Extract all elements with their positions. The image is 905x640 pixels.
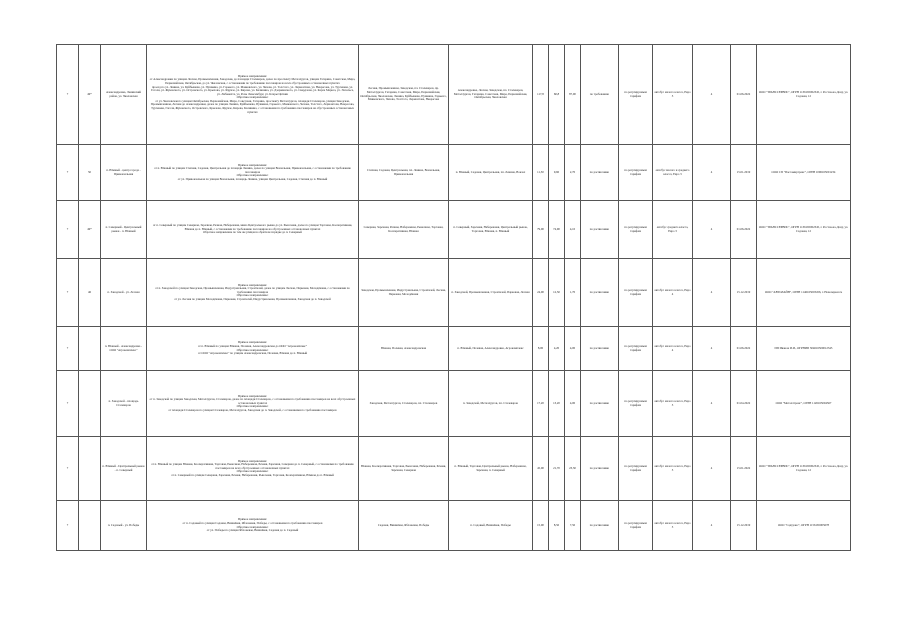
- route-direction-text: от п. Северный по улицам Северная, Заречная, Речная, Набережная, мимо Центрального рынка до ул. Рыночная, далее по улицам Торговая, Кооперативная, Южная до п. Южный, с остановками по требованию пассажиров на обустроенных остановочных пунктах: [152, 223, 353, 231]
- num-text: 7: [66, 91, 69, 96]
- length3-cell: [565, 45, 581, 145]
- route-name-cell: [101, 259, 147, 327]
- order-cell: [581, 371, 619, 437]
- tariff-text: по регулируемым тарифам: [624, 224, 647, 233]
- route-code-cell: [79, 201, 101, 259]
- streets-text: Южная, Полевая, Александровская: [380, 345, 427, 350]
- streets-cell: [359, 201, 449, 259]
- streets-text: Садовая, Вишнёвая, Яблоневая, Победы: [377, 522, 430, 527]
- vehicle-cell: [653, 501, 693, 551]
- route-direction-heading: Обратное направление:: [236, 173, 269, 178]
- length2-cell: [549, 45, 565, 145]
- num-text: 7: [66, 400, 69, 405]
- route-direction-heading: Прямое направление:: [237, 458, 268, 463]
- carrier-cell: [757, 327, 851, 371]
- date-text: 15.12.2019: [736, 289, 751, 294]
- vehicle-cell: [653, 145, 693, 201]
- route-direction-heading: Прямое направление:: [237, 282, 268, 287]
- table-row: [57, 45, 851, 145]
- vehicle-text: автобус малого класса, Евро 4: [654, 287, 691, 296]
- tariff-cell: [619, 437, 653, 501]
- order-text: по расписанию: [589, 345, 610, 350]
- length3-cell: [565, 371, 581, 437]
- streets-text: Степная, Садовая, Центральная, пл. Ленина, Вокзальная, Привокзальная: [367, 167, 440, 176]
- route-description-cell: [147, 371, 359, 437]
- code-text: 50: [88, 169, 91, 174]
- route-code-cell: [79, 437, 101, 501]
- length-text: 15,00: [537, 522, 544, 527]
- vehicle-cell: [653, 259, 693, 327]
- route-code-cell: [79, 145, 101, 201]
- date-text: 01.06.2022: [736, 91, 751, 96]
- route-name-cell: [101, 45, 147, 145]
- length2-text: 60,8: [553, 91, 560, 96]
- route-code-cell: [79, 501, 101, 551]
- num-text: 7: [66, 465, 69, 470]
- num-text: 7: [66, 289, 69, 294]
- route-direction-heading: Обратное направление:: [236, 293, 269, 298]
- route-direction-text: от п. Заводской по улицам Заводская, Металлургов, Сталеваров, далее по площади Сталеваров, с остановками по требованию пассажиров на всех обустроенных остановочных пунктах: [149, 397, 356, 405]
- order-text: по расписанию: [589, 226, 610, 231]
- length3-text: 2,70: [569, 169, 576, 174]
- length2-text: 74,90: [553, 226, 560, 231]
- length-cell: [533, 201, 549, 259]
- length-cell: [533, 145, 549, 201]
- tariff-text: по регулируемым тарифам: [624, 520, 647, 529]
- tariff-text: по регулируемым тарифам: [624, 398, 647, 407]
- route-name-cell: [101, 501, 147, 551]
- route-number-cell: [57, 501, 79, 551]
- length-text: 17,20: [537, 400, 544, 405]
- vehicle-cell: [653, 201, 693, 259]
- num-text: 7: [66, 345, 69, 350]
- order-text: по расписанию: [589, 465, 610, 470]
- route-name-cell: [101, 145, 147, 201]
- streets-cell: [359, 437, 449, 501]
- count-text: 4: [710, 91, 713, 96]
- num-text: 7: [66, 522, 69, 527]
- count-text: 4: [710, 169, 713, 174]
- route-direction-heading: Обратное направление:: [236, 347, 269, 352]
- route-name-cell: [101, 437, 147, 501]
- length2-cell: [549, 437, 565, 501]
- date-text: 01.06.2022: [736, 226, 751, 231]
- length-text: 79,00: [537, 226, 544, 231]
- route-direction-text: от п. Южный по улицам Южная, Кооперативная, Торговая, Рыночная, Набережная, Речная, Заречная, Северная до п. Северный, с остановками по требованию пассажиров на всех обустроенных остановочных пунктах: [151, 462, 354, 470]
- order-text: по расписанию: [589, 522, 610, 527]
- route-direction-heading: Прямое направление:: [237, 73, 268, 78]
- code-text: 46: [88, 289, 91, 294]
- route-registry-table: [56, 44, 851, 551]
- carrier-text: ООО "ТРАНССЕРВИС", ОГРН 1136165002345, г. Ростов-на-Дону, ул. Садовая, 12: [758, 89, 849, 98]
- length2-cell: [549, 259, 565, 327]
- table-row: [57, 371, 851, 437]
- name-text: п. Заводской - ул. Лесная: [107, 289, 140, 294]
- count-cell: [693, 371, 731, 437]
- date-text: 15.01.2019: [736, 169, 751, 174]
- carrier-text: ООО СП "Пассажиртранс", ОГРН 1096165001234: [771, 169, 836, 174]
- order-text: по расписанию: [589, 169, 610, 174]
- vehicle-text: автобус малого и среднего класса, Евро 3: [655, 167, 690, 176]
- stops-text: п. Садовый, Вишнёвая, Победы: [470, 522, 511, 527]
- date-cell: [731, 371, 757, 437]
- length2-text: 9,60: [553, 169, 560, 174]
- route-name-cell: [101, 201, 147, 259]
- stops-cell: [449, 371, 533, 437]
- length2-cell: [549, 371, 565, 437]
- name-text: п. Заводской - площадь Сталеваров: [108, 398, 139, 407]
- stops-text: Александровка, Лесная, Заводская, пл. Сталеваров, Металлургов, Гагарина, Советская, Мира, Первомайская, Октябрьская, Чкаловская: [453, 88, 528, 100]
- streets-cell: [359, 45, 449, 145]
- route-direction-heading: Обратное направление:: [236, 95, 269, 100]
- length3-text: 4,00: [569, 345, 576, 350]
- streets-text: Северная, Заречная, Речная, Набережная, Рыночная, Торговая, Кооперативная, Южная: [363, 224, 444, 233]
- num-text: 7: [66, 169, 69, 174]
- route-code-cell: [79, 259, 101, 327]
- tariff-text: по регулируемым тарифам: [624, 287, 647, 296]
- carrier-cell: [757, 371, 851, 437]
- order-text: по требованию: [589, 91, 610, 96]
- count-cell: [693, 501, 731, 551]
- date-text: 15.01.2022: [736, 465, 751, 470]
- vehicle-text: автобус малого класса, Евро 4: [654, 343, 691, 352]
- tariff-text: по регулируемым тарифам: [624, 463, 647, 472]
- route-direction-heading: Обратное направление:: [236, 469, 269, 474]
- stops-cell: [449, 145, 533, 201]
- route-direction-text: от ул. Лесная по улицам Молодёжная, Парковая, Строителей, Индустриальная, Промышленная, Заводская до п. Заводской: [174, 296, 331, 301]
- length3-cell: [565, 201, 581, 259]
- length2-cell: [549, 501, 565, 551]
- date-text: 01.04.2022: [736, 400, 751, 405]
- carrier-cell: [757, 437, 851, 501]
- count-text: 4: [710, 289, 713, 294]
- length-cell: [533, 45, 549, 145]
- length-cell: [533, 371, 549, 437]
- stops-cell: [449, 437, 533, 501]
- route-direction-text: от ул. Чкаловская по улицам Октябрьская, Первомайская, Мира, Советская, Гагарина, проспекту Металлургов, площади Сталеваров, улицам Заводская, Промышленная, Лесная до Александровки, далее по улицам Ленина, Куйбышева, Пушкина, Горького, Маяковского, Чехова, Толстого, Лермонтова, Некрасова, Тургенева, Гоголя, Жуковского, Островского, Крылова, Фрунзе, Кирова, Калинина, с остановками по требованию пассажиров на обустроенных остановочных пунктах: [150, 98, 355, 114]
- date-cell: [731, 201, 757, 259]
- table-body: [57, 45, 851, 551]
- order-cell: [581, 45, 619, 145]
- route-number-cell: [57, 45, 79, 145]
- tariff-cell: [619, 371, 653, 437]
- tariff-cell: [619, 501, 653, 551]
- count-cell: [693, 145, 731, 201]
- order-cell: [581, 201, 619, 259]
- route-direction-heading: Обратное направление:: [236, 524, 269, 529]
- route-direction-text: от ООО "Агрокомплекс" по улицам Александровская, Полевая, Южная до п. Южный: [197, 351, 308, 356]
- carrier-text: ООО "Металлтранс", ОГРН 1126165004567: [775, 400, 832, 405]
- length-text: 24,00: [537, 289, 544, 294]
- route-direction-text: от п. Садовый по улицам Садовая, Вишнёвая, Яблоневая, Победы, с остановками по требованию пассажиров: [182, 520, 323, 525]
- streets-cell: [359, 145, 449, 201]
- count-text: 4: [710, 522, 713, 527]
- vehicle-cell: [653, 371, 693, 437]
- stops-text: п. Северный, Заречная, Набережная, Центральный рынок, Торговая, Южная, п. Южный: [453, 224, 528, 233]
- route-code-cell: [79, 371, 101, 437]
- route-direction-text: от п. Северный по улицам Северная, Заречная, Речная, Набережная, Рыночная, Торговая, Кооперативная, Южная до п. Южный: [171, 472, 334, 477]
- carrier-cell: [757, 45, 851, 145]
- count-text: 4: [710, 226, 713, 231]
- streets-cell: [359, 371, 449, 437]
- route-description-cell: [147, 501, 359, 551]
- streets-text: Заводская, Металлургов, Сталеваров, пл. Сталеваров: [369, 400, 438, 405]
- tariff-cell: [619, 201, 653, 259]
- route-description-cell: [147, 259, 359, 327]
- code-text: 49*: [87, 226, 92, 231]
- length2-text: 12,50: [553, 289, 560, 294]
- vehicle-text: автобус малого класса, Евро 3: [654, 520, 691, 529]
- date-cell: [731, 145, 757, 201]
- route-number-cell: [57, 201, 79, 259]
- length3-text: 23,30: [569, 465, 576, 470]
- streets-text: Заводская, Промышленная, Индустриальная, Строителей, Лесная, Парковая, Молодёжная: [361, 287, 446, 296]
- count-text: 4: [710, 465, 713, 470]
- carrier-cell: [757, 201, 851, 259]
- route-direction-text: от п. Заводской по улицам Заводская, Промышленная, Индустриальная, Строителей, далее по улицам Лесная, Парковая, Молодёжная, с остановками по требованию пассажиров: [155, 286, 350, 294]
- count-cell: [693, 437, 731, 501]
- route-description-cell: [147, 437, 359, 501]
- order-cell: [581, 259, 619, 327]
- vehicle-cell: [653, 327, 693, 371]
- name-text: п. Южный - Александровка - ООО "Агрокомплекс": [104, 343, 143, 352]
- table-row: [57, 327, 851, 371]
- num-text: 7: [66, 226, 69, 231]
- name-text: п. Южный - центр города - Привокзальная: [106, 167, 141, 176]
- stops-text: п. Заводской, Металлургов, пл. Сталеваров: [463, 400, 518, 405]
- order-text: по расписанию: [589, 400, 610, 405]
- carrier-text: ИП Иванов И.И., ОГРНИП 304616500012345: [774, 345, 833, 350]
- length-text: 45,00: [537, 465, 544, 470]
- route-direction-heading: Прямое направление:: [237, 162, 268, 167]
- count-cell: [693, 45, 731, 145]
- length3-cell: [565, 437, 581, 501]
- tariff-cell: [619, 327, 653, 371]
- stops-text: п. Южный, Полевая, Александровка, Агрокомплекс: [457, 345, 524, 350]
- route-direction-heading: Прямое направление:: [237, 340, 268, 345]
- route-number-cell: [57, 327, 79, 371]
- vehicle-text: автобус малого класса, Евро 3: [654, 398, 691, 407]
- route-description-cell: [147, 327, 359, 371]
- table-row: [57, 259, 851, 327]
- vehicle-text: автобус малого класса, Евро 3: [654, 463, 691, 472]
- route-direction-text: от п. Южный по улицам Южная, Полевая, Александровская до ООО "Агрокомплекс": [197, 343, 308, 348]
- vehicle-cell: [653, 437, 693, 501]
- length3-cell: [565, 501, 581, 551]
- route-number-cell: [57, 437, 79, 501]
- tariff-cell: [619, 259, 653, 327]
- length2-cell: [549, 145, 565, 201]
- length3-text: 1,70: [569, 289, 576, 294]
- vehicle-text: автобус малого класса, Евро 3: [654, 89, 691, 98]
- stops-cell: [449, 201, 533, 259]
- length-text: 11,50: [537, 169, 544, 174]
- date-cell: [731, 501, 757, 551]
- count-text: 4: [710, 345, 713, 350]
- length3-cell: [565, 259, 581, 327]
- stops-text: п. Южный, Торговая, Центральный рынок, Набережная, Заречная, п. Северный: [454, 463, 527, 472]
- route-direction-text: от ул. Победы по улицам Яблоневая, Вишнёвая, Садовая до п. Садовый: [206, 528, 299, 533]
- length-cell: [533, 327, 549, 371]
- vehicle-cell: [653, 45, 693, 145]
- length2-cell: [549, 201, 565, 259]
- length-cell: [533, 437, 549, 501]
- tariff-text: по регулируемым тарифам: [624, 167, 647, 176]
- route-registry-sheet: [56, 44, 850, 551]
- route-direction-text: от п. Южный по улицам Степная, Садовая, Центральная до площади Ленина, далее по улицам Вокзальная, Привокзальная, с остановками по требованию пассажиров: [154, 166, 351, 174]
- length3-text: 4,10: [569, 226, 576, 231]
- route-description-cell: [147, 145, 359, 201]
- route-code-cell: [79, 327, 101, 371]
- tariff-text: по регулируемым тарифам: [624, 343, 647, 352]
- streets-cell: [359, 259, 449, 327]
- date-cell: [731, 437, 757, 501]
- streets-cell: [359, 327, 449, 371]
- date-cell: [731, 327, 757, 371]
- route-direction-heading: Прямое направление:: [237, 393, 268, 398]
- carrier-cell: [757, 259, 851, 327]
- length3-text: 87,00: [569, 91, 576, 96]
- length2-text: 4,20: [553, 345, 560, 350]
- stops-cell: [449, 327, 533, 371]
- route-name-cell: [101, 327, 147, 371]
- count-cell: [693, 327, 731, 371]
- streets-cell: [359, 501, 449, 551]
- count-cell: [693, 259, 731, 327]
- table-row: [57, 437, 851, 501]
- length-cell: [533, 501, 549, 551]
- route-number-cell: [57, 259, 79, 327]
- route-description-cell: [147, 45, 359, 145]
- stops-cell: [449, 45, 533, 145]
- vehicle-text: автобус среднего класса, Евро 3: [656, 224, 689, 233]
- route-direction-heading: Обратное направление:: [236, 404, 269, 409]
- length3-text: 4,00: [569, 400, 576, 405]
- length3-cell: [565, 327, 581, 371]
- order-cell: [581, 327, 619, 371]
- date-cell: [731, 45, 757, 145]
- streets-text: Лесная, Промышленная, Заводская, пл. Сталеваров, пр. Металлургов, Гагарина, Советская, Мира, Первомайская, Октябрьская, Чкаловская, Ленина, Куйбышева, Пушкина, Горького, Маяковского, Чехова, Толстого, Лермонтова, Некрасова: [360, 86, 447, 102]
- length-text: 8,00: [537, 345, 544, 350]
- stops-text: п. Заводской, Промышленная, Строителей, Парковая, Лесная: [451, 289, 530, 294]
- route-direction-text: проезд по ул. Ленина, ул. Куйбышева, ул. Пушкина, ул. Горького, ул. Маяковского, ул. Чехова, ул. Толстого, ул. Лермонтова, ул. Некрасова, ул. Тургенева, ул. Гоголя, ул. Жуковского, ул. Островского, ул. Крылова, ул. Фрунзе, ул. Кирова, ул. Калинина, ул. Дзержинского, ул. Свердлова, ул. Карла Маркса, ул. Энгельса, ул. Либкнехта, ул. Розы Люксембург, ул. Клары Цеткин: [151, 84, 354, 96]
- tariff-cell: [619, 145, 653, 201]
- name-text: п. Северный - Центральный рынок - п. Южный: [105, 224, 142, 233]
- count-text: 4: [710, 400, 713, 405]
- carrier-text: ООО "АВТОЛАЙН", ОГРН 1146165003456, г. Новочеркасск: [764, 289, 843, 294]
- tariff-cell: [619, 45, 653, 145]
- route-direction-text: от площади Сталеваров по улицам Сталеваров, Металлургов, Заводская до п. Заводской, с остановками по требованию пассажиров: [168, 407, 337, 412]
- date-cell: [731, 259, 757, 327]
- stops-text: п. Южный, Садовая, Центральная, пл. Ленина, Вокзал: [455, 169, 526, 174]
- table-row: [57, 201, 851, 259]
- route-direction-text: от ул. Привокзальная по улицам Вокзальная, площадь Ленина, улицам Центральная, Садовая, Степная до п. Южный: [177, 176, 328, 181]
- length-text: 117,8: [537, 91, 544, 96]
- length2-text: 21,70: [553, 465, 560, 470]
- streets-text: Южная, Кооперативная, Торговая, Рыночная, Набережная, Речная, Заречная, Северная: [360, 463, 447, 472]
- route-code-cell: [79, 45, 101, 145]
- order-cell: [581, 501, 619, 551]
- length2-cell: [549, 327, 565, 371]
- length3-cell: [565, 145, 581, 201]
- length-cell: [533, 259, 549, 327]
- tariff-text: по регулируемым тарифам: [624, 89, 647, 98]
- date-text: 01.06.2022: [736, 345, 751, 350]
- date-text: 15.12.2019: [736, 522, 751, 527]
- length3-text: 7,50: [569, 522, 576, 527]
- route-direction-text: от Александровки по улицам Лесная, Промышленная, Заводская, до площади Сталеваров, далее по проспекту Металлургов, улицам Гагарина, Советская, Мира, Первомайская, Октябрьская, до ул. Чкаловская, с остановками по требованию пассажиров на всех обустроенных остановочных пунктах: [149, 77, 356, 85]
- count-cell: [693, 201, 731, 259]
- carrier-cell: [757, 145, 851, 201]
- stops-cell: [449, 501, 533, 551]
- carrier-text: ООО "Садтранс", ОГРН 1156165005678: [777, 522, 830, 527]
- order-text: по расписанию: [589, 289, 610, 294]
- carrier-cell: [757, 501, 851, 551]
- route-number-cell: [57, 145, 79, 201]
- name-text: п. Садовый - ул. Победы: [107, 522, 140, 527]
- route-name-cell: [101, 371, 147, 437]
- length2-text: 8,50: [553, 522, 560, 527]
- route-number-cell: [57, 371, 79, 437]
- route-direction-text: Обратное направление по тем же улицам в обратном порядке до п. Северный: [203, 230, 302, 235]
- order-cell: [581, 437, 619, 501]
- table-row: [57, 501, 851, 551]
- table-row: [57, 145, 851, 201]
- route-description-cell: [147, 201, 359, 259]
- route-direction-heading: Прямое направление:: [237, 517, 268, 522]
- carrier-text: ООО "ТРАНССЕРВИС", ОГРН 1136165002345, г. Ростов-на-Дону, ул. Садовая, 12: [758, 224, 849, 233]
- length2-text: 13,20: [553, 400, 560, 405]
- carrier-text: ООО "ТРАНССЕРВИС", ОГРН 1136165002345, г. Ростов-на-Дону, ул. Садовая, 12: [758, 463, 849, 472]
- name-text: Александровка, Ленинский район, ул. Чкаловская: [105, 89, 142, 98]
- stops-cell: [449, 259, 533, 327]
- code-text: 49*: [87, 91, 92, 96]
- order-cell: [581, 145, 619, 201]
- name-text: п. Южный - Центральный рынок - п. Северный: [102, 463, 145, 472]
